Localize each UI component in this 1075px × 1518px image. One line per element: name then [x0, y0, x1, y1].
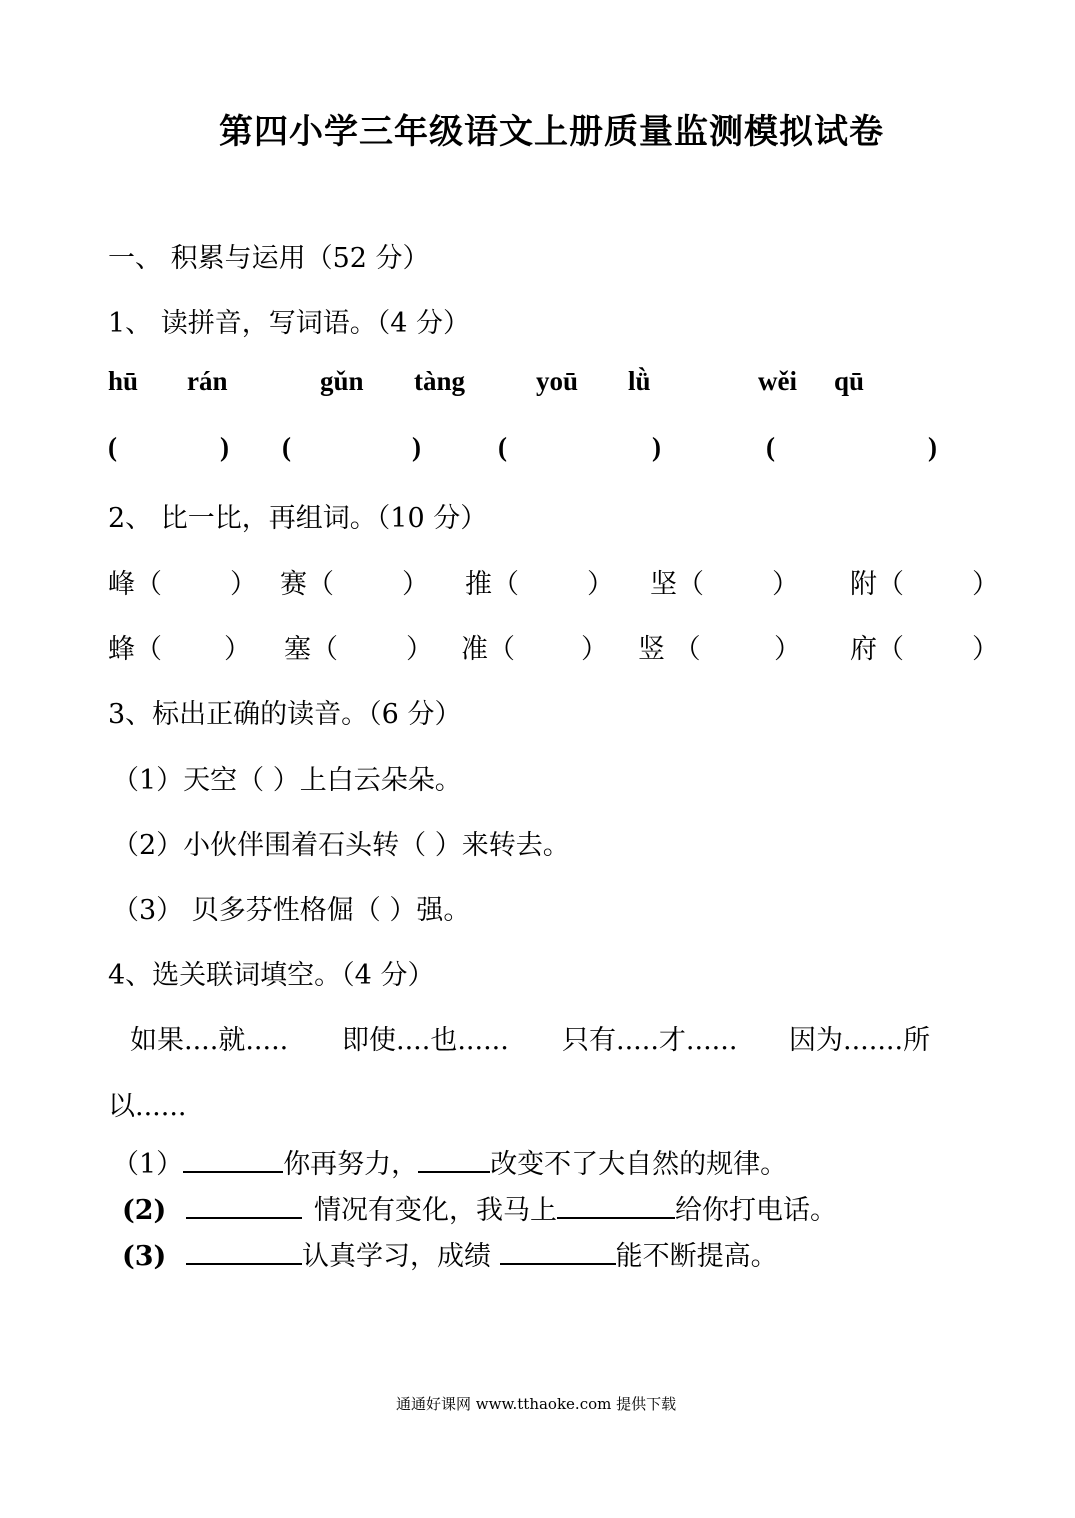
blank-line[interactable] [418, 1145, 490, 1173]
char-paren: ） [224, 634, 251, 665]
fill-sentence-3 [122, 1234, 778, 1273]
char-paren: ） [774, 634, 801, 665]
paren-close: ) [412, 432, 421, 462]
pinyin: rán [187, 366, 228, 396]
sentence-text: 认真学习，成绩 [302, 1241, 500, 1272]
char-item: 塞（ [284, 634, 338, 665]
q3-item-2: （2）小伙伴围着石头转（ ）来转去。 [112, 830, 570, 861]
char-item: 坚（ [650, 569, 704, 600]
option: 如果....就..... [130, 1025, 289, 1056]
pinyin: hū [108, 366, 139, 396]
char-item: 竖 （ [638, 634, 701, 665]
q3-item-3: （3） 贝多芬性格倔（ ）强。 [112, 895, 471, 926]
blank-line[interactable] [557, 1191, 675, 1219]
question-3-heading: 3、标出正确的读音。（6 分） [108, 699, 462, 730]
pinyin: lǜ [628, 366, 651, 396]
char-item: 蜂（ [108, 634, 162, 665]
char-item: 赛（ [280, 569, 334, 600]
paren-open: ( [498, 432, 507, 462]
sentence-number: （1） [112, 1149, 184, 1180]
pinyin: tàng [414, 366, 466, 396]
question-1-heading: 1、 读拼音，写词语。（4 分） [108, 308, 471, 339]
paren-open: ( [282, 432, 291, 462]
char-item: 准（ [461, 634, 515, 665]
paren-close: ) [928, 432, 937, 462]
paren-close: ) [652, 432, 661, 462]
char-item: 附（ [850, 569, 904, 600]
paren-open: ( [766, 432, 775, 462]
fill-sentence-1 [112, 1142, 787, 1181]
char-paren: ） [972, 634, 999, 665]
pinyin: yoū [536, 366, 579, 396]
pinyin: qū [834, 366, 865, 396]
sentence-text: 能不断提高。 [615, 1241, 778, 1272]
option-continuation: 以...... [108, 1091, 187, 1122]
char-item: 峰（ [108, 569, 162, 600]
char-item: 府（ [850, 634, 904, 665]
char-paren: ） [402, 569, 429, 600]
option: 即使....也...... [342, 1025, 509, 1056]
footer-text: 通通好课网 www.tthaoke.com 提供下载 [396, 1395, 677, 1413]
char-paren: ） [772, 569, 799, 600]
char-paren: ） [587, 569, 614, 600]
fill-sentence-2 [122, 1188, 837, 1227]
paren-open: ( [108, 432, 117, 462]
blank-line[interactable] [186, 1191, 302, 1219]
sentence-text: 给你打电话。 [675, 1195, 837, 1226]
pinyin: wěi [758, 366, 797, 396]
sentence-number: (3) [122, 1241, 167, 1272]
page-title: 第四小学三年级语文上册质量监测模拟试卷 [219, 112, 884, 152]
blank-line[interactable] [500, 1237, 616, 1265]
char-paren: ） [406, 634, 433, 665]
option: 只有.....才...... [562, 1025, 738, 1056]
sentence-text: 情况有变化，我马上 [314, 1195, 557, 1226]
option: 因为.......所 [789, 1025, 931, 1056]
pinyin: gǔn [320, 366, 364, 396]
question-2-heading: 2、 比一比，再组词。（10 分） [108, 503, 488, 534]
char-paren: ） [230, 569, 257, 600]
section-heading: 一、 积累与运用（52 分） [108, 243, 430, 274]
sentence-text: 你再努力， [283, 1149, 419, 1180]
sentence-number: (2) [122, 1195, 167, 1226]
blank-line[interactable] [183, 1145, 283, 1173]
q3-item-1: （1）天空（ ）上白云朵朵。 [112, 765, 462, 796]
char-paren: ） [972, 569, 999, 600]
sentence-text: 改变不了大自然的规律。 [490, 1149, 788, 1180]
char-paren: ） [581, 634, 608, 665]
char-item: 推（ [465, 569, 519, 600]
blank-line[interactable] [186, 1237, 302, 1265]
question-4-heading: 4、选关联词填空。（4 分） [108, 960, 435, 991]
paren-close: ) [220, 432, 229, 462]
